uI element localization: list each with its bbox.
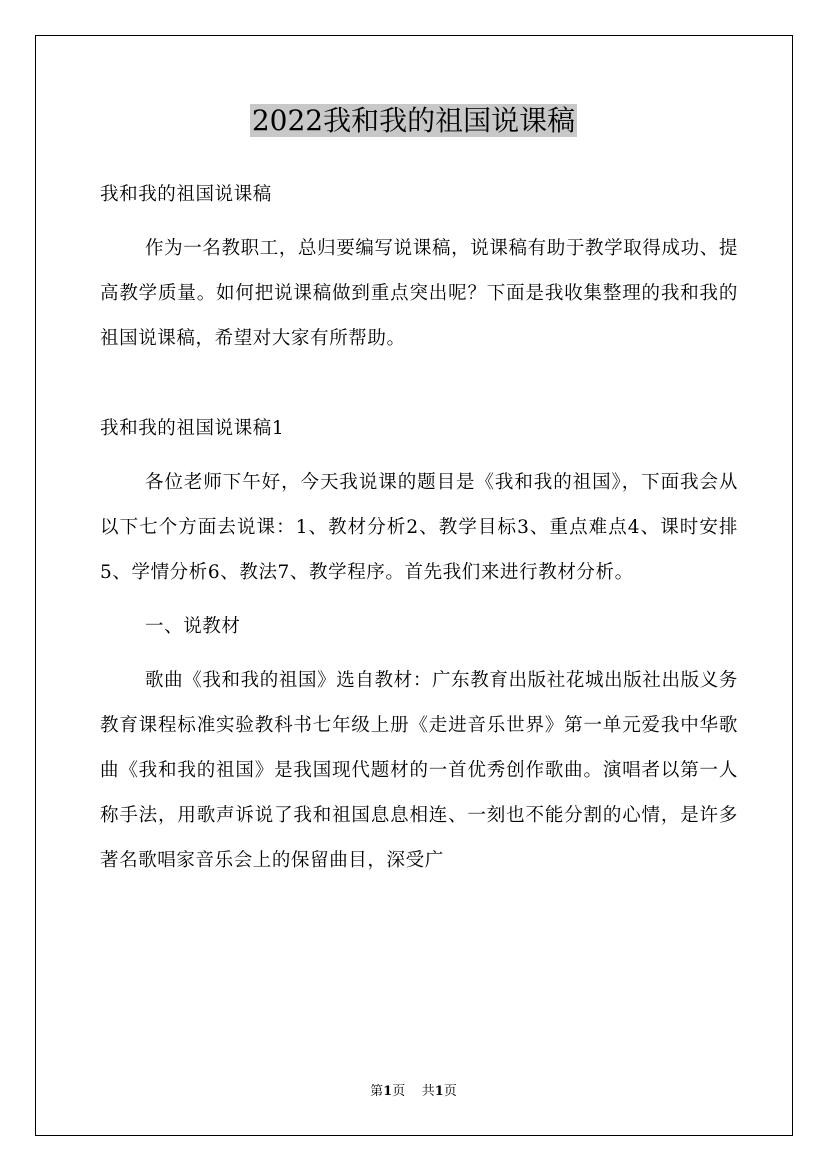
document-title-text: 2022我和我的祖国说课稿 [251, 104, 576, 137]
footer-page-prefix: 第 [370, 1084, 384, 1099]
footer-page-suffix: 页 [392, 1084, 406, 1099]
section-title: 我和我的祖国说课稿1 [100, 418, 285, 439]
spacer [100, 451, 738, 460]
footer-total-suffix: 页 [443, 1084, 457, 1099]
spacer [100, 649, 738, 658]
page-footer [0, 1083, 827, 1101]
spacer [100, 595, 738, 604]
spacer [100, 217, 738, 226]
subheading: 一、说教材 [145, 616, 241, 637]
intro-paragraph: 作为一名教职工，总归要编写说课稿，说课稿有助于教学取得成功、提高教学质量。如何把说课稿做到重点突出呢？下面是我收集整理的我和我的祖国说课稿，希望对大家有所帮助。 [100, 238, 738, 349]
blank-line [100, 361, 738, 406]
footer-total-prefix: 共 [421, 1084, 435, 1099]
paragraph-1: 各位老师下午好，今天我说课的题目是《我和我的祖国》，下面我会从以下七个方面去说课：1、教材分析2、教学目标3、重点难点4、课时安排5、学情分析6、教法7、教学程序。首先我们来进行教材分析。 [100, 472, 738, 583]
document-title [0, 101, 827, 141]
paragraph-2: 歌曲《我和我的祖国》选自教材：广东教育出版社花城出版社出版义务教育课程标准实验教科书七年级上册《走进音乐世界》第一单元爱我中华歌曲《我和我的祖国》是我国现代题材的一首优秀创作歌曲。演唱者以第一人称手法，用歌声诉说了我和祖国息息相连、一刻也不能分割的心情，是许多著名歌唱家音乐会上的保留曲目，深受广 [100, 670, 738, 871]
document-body [100, 172, 738, 883]
footer-total-number: 1 [434, 1084, 444, 1099]
document-heading: 我和我的祖国说课稿 [100, 184, 272, 205]
footer-page-number: 1 [383, 1084, 393, 1099]
